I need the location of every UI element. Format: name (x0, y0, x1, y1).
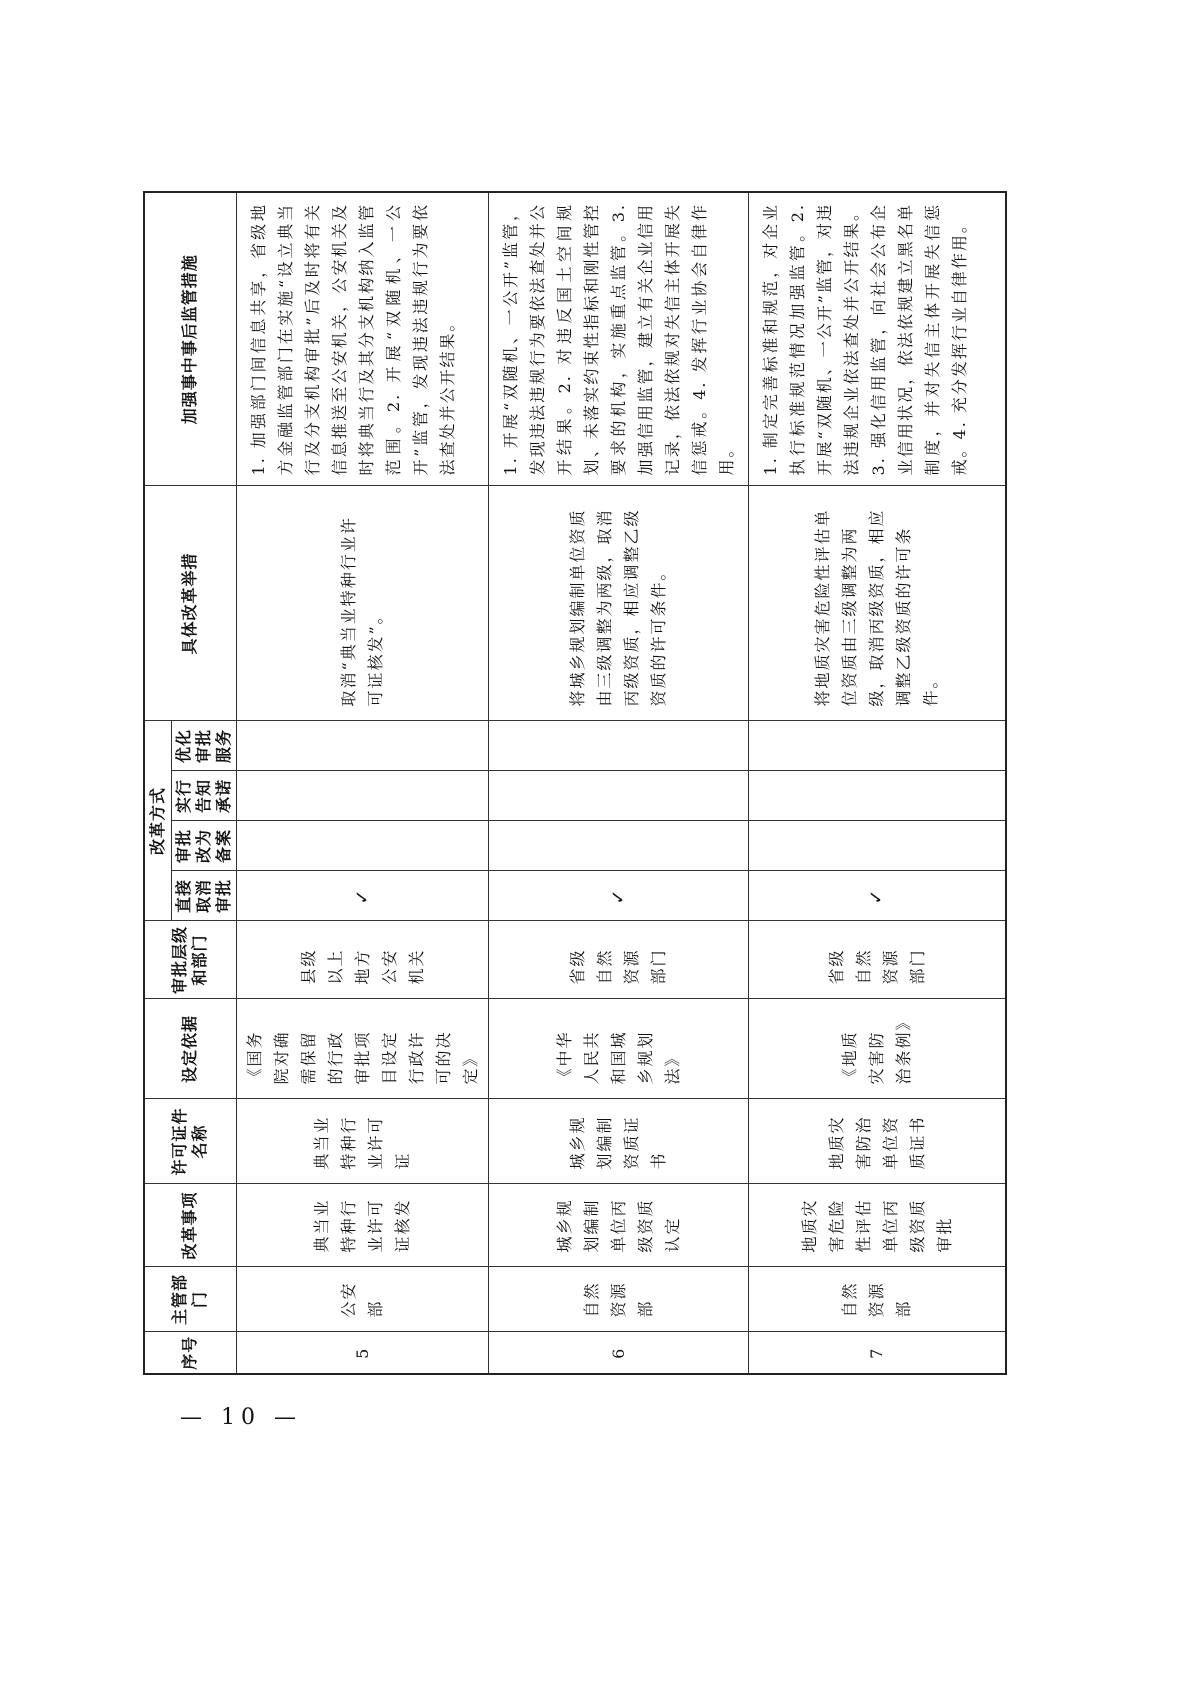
cell-item: 地质灾害危险性评估单位丙级资质审批 (748, 1184, 1006, 1267)
cell-dept: 自然资源部 (748, 1267, 1006, 1332)
cell-method-filing (748, 821, 1006, 871)
cell-license: 典当业特种行业许可证 (236, 1099, 488, 1184)
cell-method-optimize (748, 721, 1006, 771)
page-number: — 10 — (180, 1405, 302, 1430)
check-icon: ✓ (488, 871, 748, 921)
cell-basis: 《中华人民共和国城乡规划法》 (488, 999, 748, 1099)
cell-measures: 取消“典当业特种行业许可证核发”。 (236, 486, 488, 721)
header-method-filing: 审批改为备案 (171, 821, 236, 871)
cell-method-filing (488, 821, 748, 871)
cell-measures: 将地质灾害危险性评估单位资质由三级调整为两级，取消丙级资质，相应调整乙级资质的许可条件。 (748, 486, 1006, 721)
reform-table (143, 191, 1007, 1375)
cell-method-optimize (488, 721, 748, 771)
header-method-cancel: 直接取消审批 (171, 871, 236, 921)
check-icon: ✓ (748, 871, 1006, 921)
header-method-optimize: 优化审批服务 (171, 721, 236, 771)
cell-approval: 省级自然资源部门 (748, 921, 1006, 999)
cell-item: 典当业特种行业许可证核发 (236, 1184, 488, 1267)
cell-basis: 《地质灾害防治条例》 (748, 999, 1006, 1099)
table-row (488, 192, 748, 1374)
cell-approval: 县级以上地方公安机关 (236, 921, 488, 999)
cell-method-optimize (236, 721, 488, 771)
header-method: 改革方式 (144, 721, 171, 921)
cell-supervision: 1. 开展“双随机、一公开”监管，发现违法违规行为要依法查处并公开结果。2. 对违反国土空间规划、未落实约束性指标和刚性管控要求的机构，实施重点监管。3. 加强信用监管，建立有关企业信用记录，依法依规对失信主体开展失信惩戒。4. 发挥行业协会自律作用。 (488, 192, 748, 486)
cell-seq: 7 (748, 1332, 1006, 1374)
cell-license: 地质灾害防治单位资质证书 (748, 1099, 1006, 1184)
cell-supervision: 1. 加强部门间信息共享，省级地方金融监管部门在实施“设立典当行及分支机构审批”后及时将有关信息推送至公安机关，公安机关及时将典当行及其分支机构纳入监管范围。2. 开展“双随机、一公开”监管，发现违法违规行为要依法查处并公开结果。 (236, 192, 488, 486)
header-method-commitment: 实行告知承诺 (171, 771, 236, 821)
header-item: 改革事项 (144, 1184, 236, 1267)
header-seq: 序号 (144, 1332, 236, 1374)
cell-item: 城乡规划编制单位丙级资质认定 (488, 1184, 748, 1267)
cell-method-commitment (488, 771, 748, 821)
cell-seq: 5 (236, 1332, 488, 1374)
cell-method-commitment (748, 771, 1006, 821)
header-dept: 主管部门 (144, 1267, 236, 1332)
header-license: 许可证件名称 (144, 1099, 236, 1184)
cell-basis: 《国务院对确需保留的行政审批项目设定行政许可的决定》 (236, 999, 488, 1099)
header-approval: 审批层级和部门 (144, 921, 236, 999)
cell-measures: 将城乡规划编制单位资质由三级调整为两级，取消丙级资质，相应调整乙级资质的许可条件。 (488, 486, 748, 721)
header-basis: 设定依据 (144, 999, 236, 1099)
cell-approval: 省级自然资源部门 (488, 921, 748, 999)
table-row (748, 192, 1006, 1374)
cell-method-filing (236, 821, 488, 871)
header-measures: 具体改革举措 (144, 486, 236, 721)
cell-dept: 自然资源部 (488, 1267, 748, 1332)
cell-license: 城乡规划编制资质证书 (488, 1099, 748, 1184)
cell-method-commitment (236, 771, 488, 821)
reform-table-rotated (143, 193, 969, 1375)
cell-supervision: 1. 制定完善标准和规范，对企业执行标准规范情况加强监管。2. 开展“双随机、一公开”监管，对违法违规企业依法查处并公开结果。3. 强化信用监管，向社会公布企业信用状况，依法依规建立黑名单制度，并对失信主体开展失信惩戒。4. 充分发挥行业自律作用。 (748, 192, 1006, 486)
header-supervision: 加强事中事后监管措施 (144, 192, 236, 486)
table-row (236, 192, 488, 1374)
cell-seq: 6 (488, 1332, 748, 1374)
check-icon: ✓ (236, 871, 488, 921)
cell-dept: 公安部 (236, 1267, 488, 1332)
